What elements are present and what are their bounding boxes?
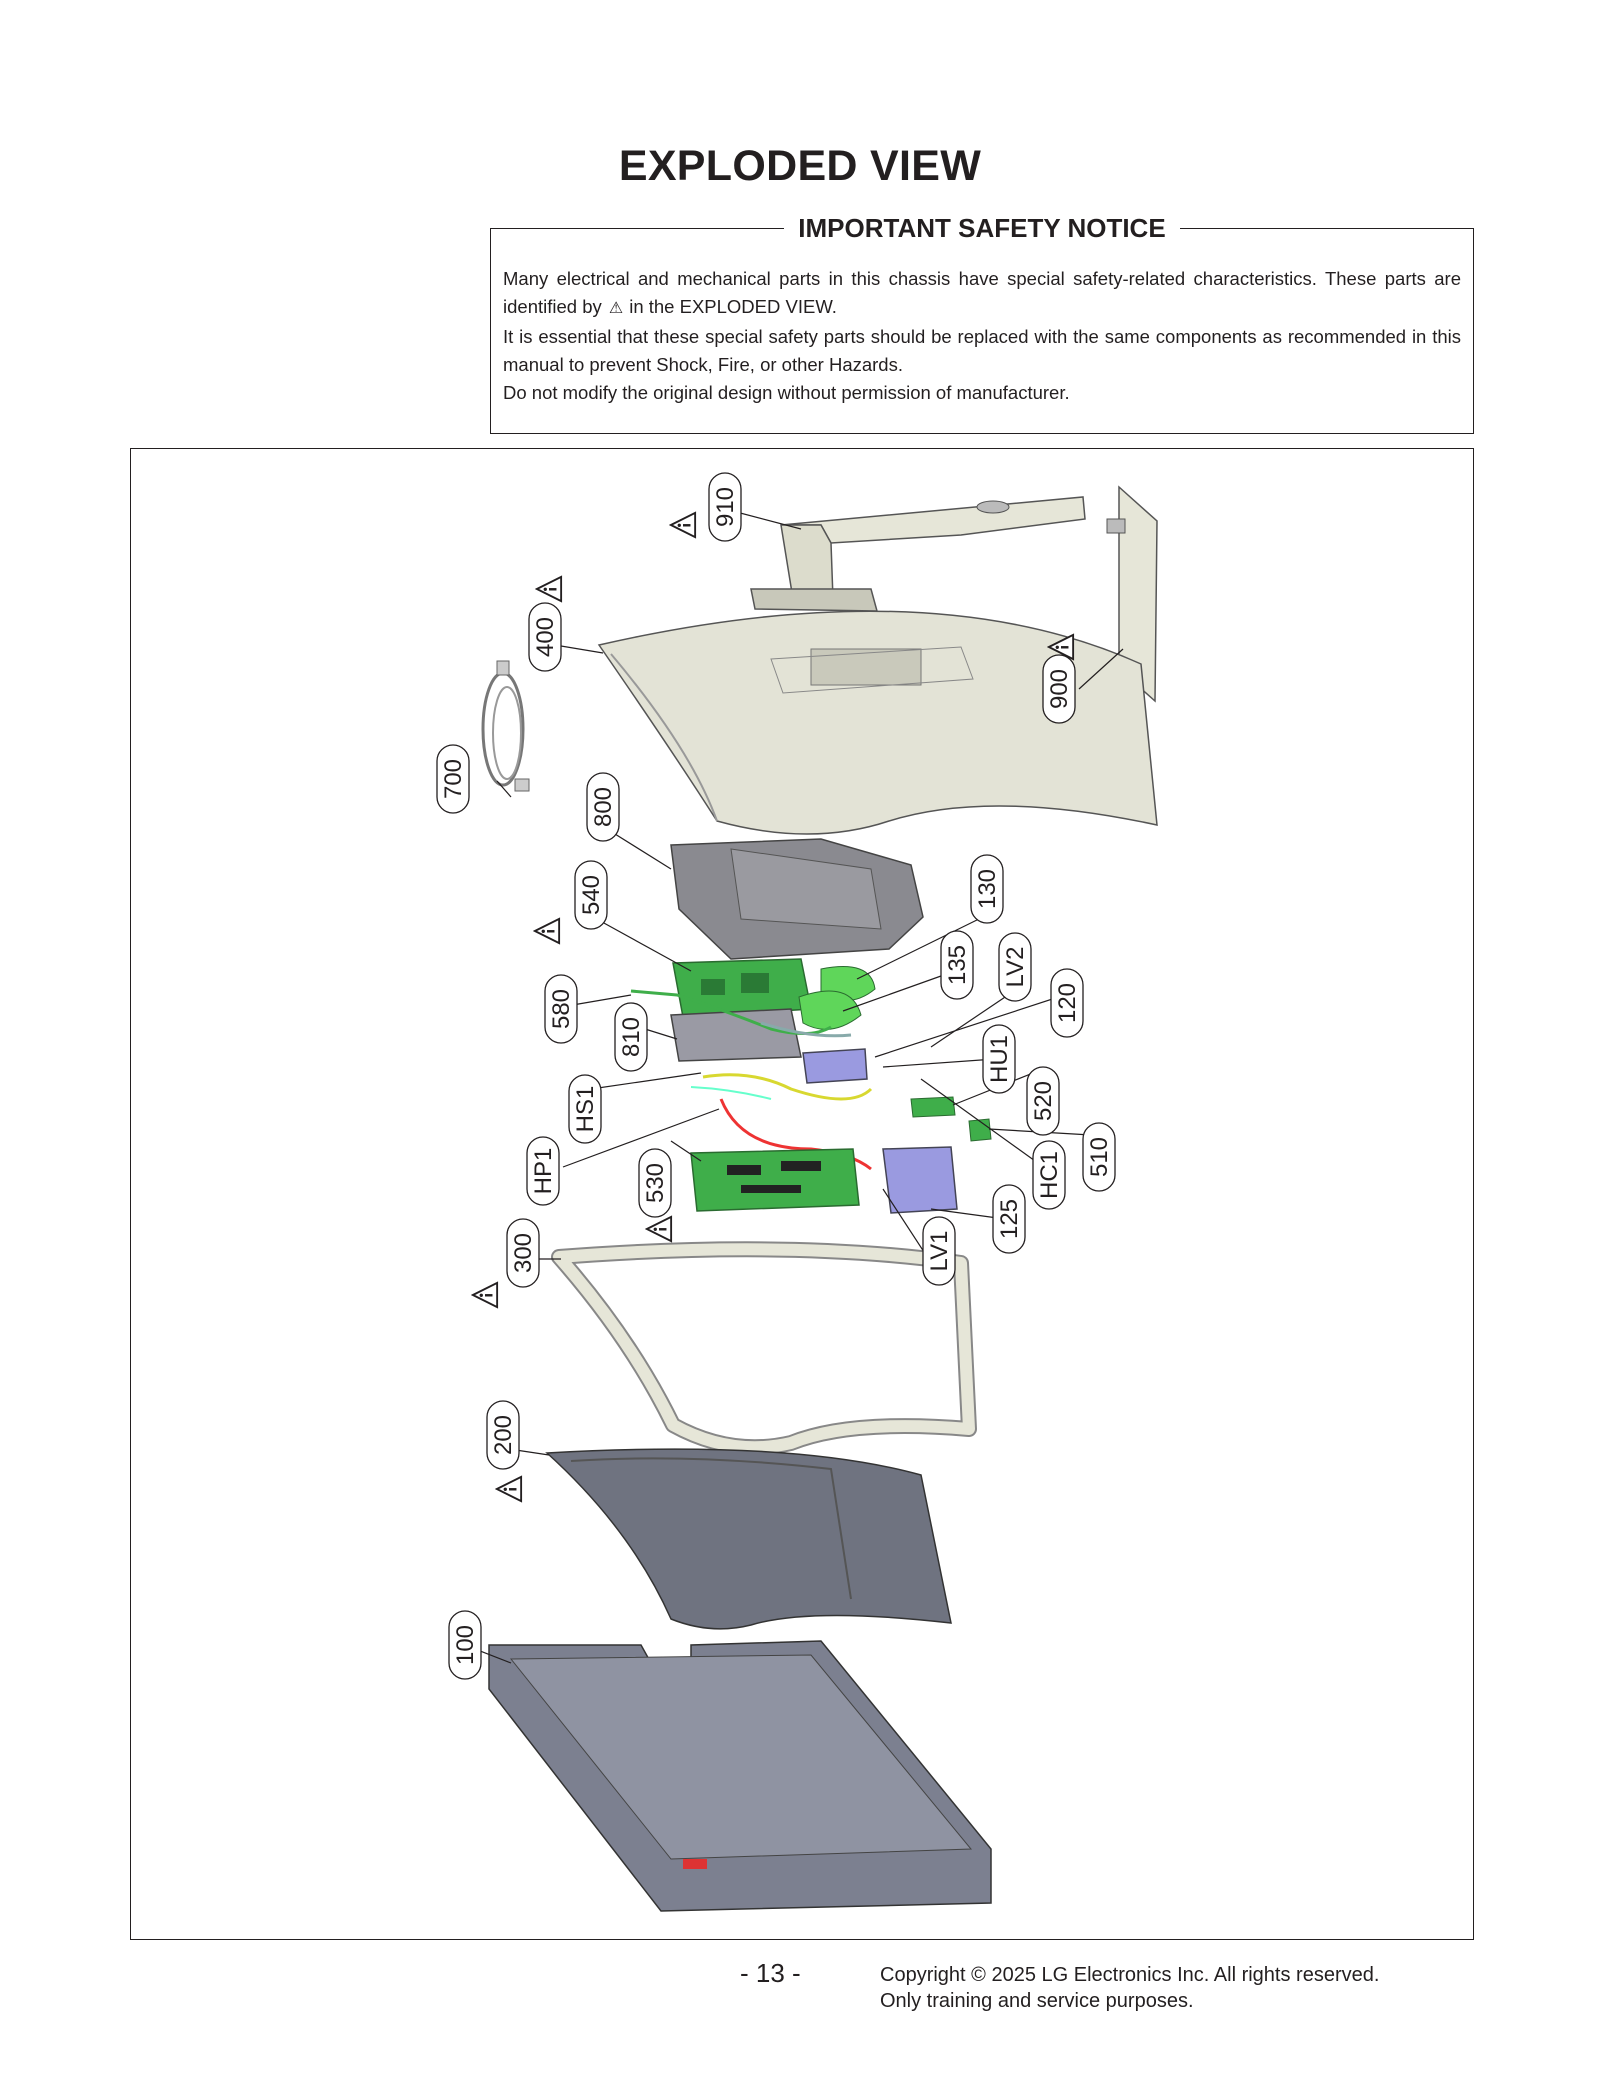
callout-510-label: 510 xyxy=(1086,1136,1113,1178)
callout-580 xyxy=(545,975,577,1043)
callout-540 xyxy=(575,861,607,929)
callout-910 xyxy=(709,473,741,541)
part-300-middle-frame xyxy=(559,1249,969,1447)
callout-125 xyxy=(993,1185,1025,1253)
callout-700 xyxy=(437,745,469,813)
copyright-line: Copyright © 2025 LG Electronics Inc. All rights reserved. xyxy=(880,1964,1380,1986)
callout-700-label: 700 xyxy=(440,758,467,800)
callout-125-label: 125 xyxy=(996,1198,1023,1240)
safety-notice-box xyxy=(490,213,1474,434)
callout-800-label: 800 xyxy=(590,786,617,828)
callout-810-label: 810 xyxy=(618,1016,645,1058)
callout-hp1 xyxy=(527,1137,559,1205)
callout-135 xyxy=(941,931,973,999)
callout-lv1 xyxy=(923,1217,955,1285)
callout-130 xyxy=(971,855,1003,923)
callout-800 xyxy=(587,773,619,841)
callout-100 xyxy=(449,1611,481,1679)
warning-triangle-icon xyxy=(473,1283,497,1307)
part-800-bracket xyxy=(671,839,923,959)
copyright-block xyxy=(880,1962,1379,2014)
callout-520 xyxy=(1027,1067,1059,1135)
safety-notice-heading: IMPORTANT SAFETY NOTICE xyxy=(784,213,1179,243)
part-910-stand-arm xyxy=(751,497,1085,611)
callout-200-label: 200 xyxy=(490,1414,517,1456)
callout-lv2-label: LV2 xyxy=(1002,946,1029,988)
warning-triangle-icon xyxy=(671,513,695,537)
part-200-panel xyxy=(547,1449,951,1629)
callout-lv2 xyxy=(999,933,1031,1001)
part-520-board xyxy=(911,1097,955,1117)
callout-lv1-label: LV1 xyxy=(926,1230,953,1272)
callout-120-label: 120 xyxy=(1054,982,1081,1024)
callout-hc1-label: HC1 xyxy=(1036,1150,1063,1200)
notice-line-1-tail: in the EXPLODED VIEW. xyxy=(629,296,837,317)
callout-540-label: 540 xyxy=(578,874,605,916)
part-120-power-board xyxy=(803,1049,867,1083)
callout-530 xyxy=(639,1149,671,1217)
callout-hu1-label: HU1 xyxy=(986,1034,1013,1084)
callout-810 xyxy=(615,1003,647,1071)
callout-400 xyxy=(529,603,561,671)
callout-300-label: 300 xyxy=(510,1232,537,1274)
purpose-line: Only training and service purposes. xyxy=(880,1990,1194,2012)
warning-triangle-icon xyxy=(535,919,559,943)
notice-line-3: Do not modify the original design without permission of manufacturer. xyxy=(503,382,1070,403)
part-530-board xyxy=(691,1149,859,1211)
part-510-board xyxy=(969,1119,991,1141)
exploded-view-diagram xyxy=(130,448,1474,1940)
callout-400-label: 400 xyxy=(532,616,559,658)
notice-line-2: It is essential that these special safety parts should be replaced with the same components as recommended in this manual to prevent Shock, Fire, or other Hazards. xyxy=(503,326,1461,375)
page-title: EXPLODED VIEW xyxy=(618,142,982,190)
callout-hc1 xyxy=(1033,1141,1065,1209)
part-100-tray xyxy=(489,1641,991,1911)
callout-520-label: 520 xyxy=(1030,1080,1057,1122)
callout-530-label: 530 xyxy=(642,1162,669,1204)
page-number: - 13 - xyxy=(740,1958,801,1988)
callout-900-label: 900 xyxy=(1046,668,1073,710)
notice-line-1: Many electrical and mechanical parts in this chassis have special safety-related characteristics. These parts are identified by xyxy=(503,268,1461,317)
callout-hp1-label: HP1 xyxy=(530,1147,557,1195)
warning-triangle-icon xyxy=(497,1477,521,1501)
safety-notice-text xyxy=(503,265,1461,407)
callout-hs1 xyxy=(569,1075,601,1143)
callout-100-label: 100 xyxy=(452,1624,479,1666)
callout-900 xyxy=(1043,655,1075,723)
callout-910-label: 910 xyxy=(712,486,739,528)
part-700-power-cord xyxy=(483,661,529,791)
part-125-power-board xyxy=(883,1147,957,1213)
warning-triangle-icon: ⚠ xyxy=(608,300,624,317)
callout-120 xyxy=(1051,969,1083,1037)
callout-300 xyxy=(507,1219,539,1287)
callout-135-label: 135 xyxy=(944,944,971,986)
callout-hs1-label: HS1 xyxy=(572,1085,599,1133)
warning-triangle-icon xyxy=(647,1217,671,1241)
exploded-view-drawing xyxy=(131,449,1475,1941)
warning-triangle-icon xyxy=(537,577,561,601)
callout-hu1 xyxy=(983,1025,1015,1093)
callout-580-label: 580 xyxy=(548,988,575,1030)
callout-130-label: 130 xyxy=(974,868,1001,910)
callout-200 xyxy=(487,1401,519,1469)
callout-510 xyxy=(1083,1123,1115,1191)
